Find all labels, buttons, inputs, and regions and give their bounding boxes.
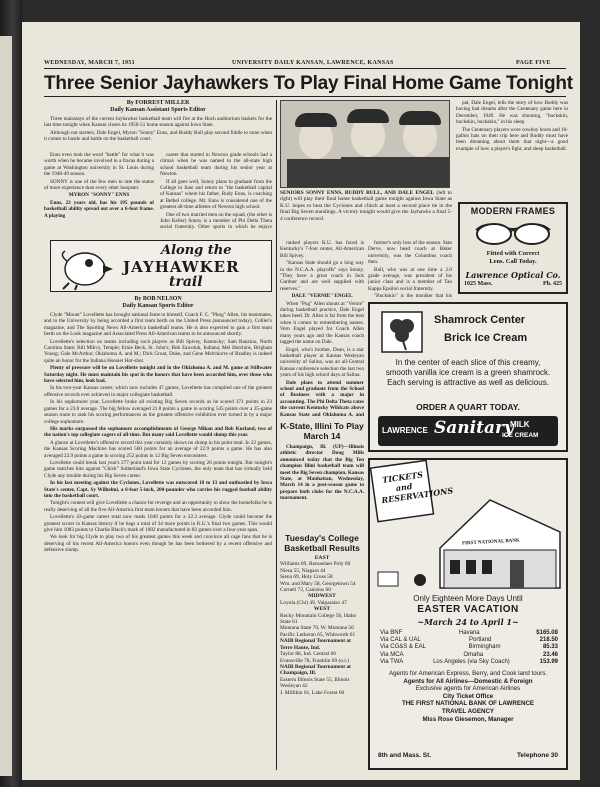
column-logo-line3: trail xyxy=(169,274,203,290)
story1-lead xyxy=(44,116,272,150)
score-row: Rocky Mountain College 56, Idaho State 61 xyxy=(280,612,357,626)
story2-paragraph: A glance at Lovellette's offensive record this year certainly shows no slump in his point total. In 22 games, the Kansas Scoring Machine has scored 560 points for an average of 22.9 points a game. He has also averaged 22.9 points a game in scoring 252 points in 12 Big Seven encounters. xyxy=(44,439,272,459)
fare-price: $165.08 xyxy=(536,630,558,636)
ad-frames-store: Lawrence Optical Co. xyxy=(465,270,561,280)
column-logo-line1: Along the xyxy=(161,243,232,258)
story1-author: By FORREST MILLER xyxy=(126,100,190,106)
story1-paragraph: Enns, 23 years old, has his 195 pounds of basketball ability spread out over a 6-foot frame. A playing xyxy=(44,199,154,219)
ad-travel-address: 8th and Mass. St. xyxy=(378,752,432,759)
scores-list xyxy=(280,555,364,696)
story2-paragraph: In his two-year Kansas career, which now includes 47 games, Lovellette has compiled one of the greatest offensive records ever achieved in major collegiate basketball. xyxy=(44,385,272,398)
fare-row xyxy=(380,630,558,637)
story2-paragraph: In his last meeting against the Cyclones, Lovellette was outscored 18 to 13 and outhustled by Iowa State's center, Capt. Sy Wilhelmi, a 6-foot 5-inch, 200-pounder who carries his rugged football ability into the basketball court. xyxy=(44,480,272,499)
brand-milk: MILK xyxy=(510,420,530,429)
story1-continued-right xyxy=(456,100,568,200)
fare-row xyxy=(380,644,558,651)
scores-section-header: WEST xyxy=(313,606,331,613)
story1-author-role: Daily Kansan Assistant Sports Editor xyxy=(110,107,206,113)
kstate-body xyxy=(280,444,364,524)
paper-name: UNIVERSITY DAILY KANSAN, LAWRENCE, KANSAS xyxy=(232,60,394,66)
main-headline: Three Senior Jayhawkers To Play Final Home Game Tonight xyxy=(44,73,573,94)
story2-paragraph: We look for big Clyde to play two of his greatest games this week and convince all cage fans that he is deserving of his recent All-America honors even though he has been bothered by a recent offensive and defensive slump. xyxy=(44,534,272,554)
story1-paragraph: SONNY is one of the few men to rate the status of more experience than every other hoopster. xyxy=(44,178,154,192)
ad-travel-agency-info xyxy=(376,670,560,723)
story1-continued-b xyxy=(368,240,452,298)
agency-line: Exclusive agents for American Airlines xyxy=(415,685,521,693)
ad-travel-phone: Telephone 30 xyxy=(516,752,558,759)
story2-author-role: Daily Kansan Sports Editor xyxy=(122,303,194,309)
sanitary-milk-logo xyxy=(378,416,558,446)
fare-row xyxy=(380,652,558,659)
ad-easter-travel xyxy=(368,458,568,770)
story2-paragraph: Lovellette's 43-game career total now reads 1049 points for a 22.3 average. Clyde could become the greatest scorer in Kansas history if he bags a total of 34 more points in K.U.'s final two games. This would give him 1083 points to Charlie Black's mark of 1082 manufactured in 82 games over a four-year span. xyxy=(44,514,272,533)
ad-shamrock-title2: Brick Ice Cream xyxy=(444,332,528,344)
score-row: Cornell 72, Canisius 60 xyxy=(280,587,331,594)
ad-modern-frames xyxy=(458,202,568,294)
ad-frames-title: MODERN FRAMES xyxy=(470,206,556,216)
score-row: Montana State 70, W. Montana 56 xyxy=(280,625,354,632)
fare-table xyxy=(380,630,558,666)
agency-line: Agents for American Express, Berry, and Cook land tours. xyxy=(388,670,548,677)
score-row: Wm. and Mary 58, Georgetown 54 xyxy=(280,580,356,587)
fare-via: Via CAL & UAL xyxy=(380,637,421,644)
score-row: Williams 69, Rensselaer Poly 60 xyxy=(280,561,351,568)
fare-city: Los Angeles (via Sky Coach) xyxy=(433,658,510,665)
fare-city: Omaha xyxy=(463,651,484,658)
player-hair xyxy=(295,113,337,127)
story1-paragraph: If all goes well, Sonny plans to graduate from the College in June and return to "the basketball capital of Kansas" where his father, Rudy Enns, is coaching at Bethel college. Mr. Enns is considered one of the greatest all-time athletes of Newton high school. xyxy=(160,178,272,211)
story1-paragraph: former's only loss of the season. Stan Derve, now head coach at Baker university, was the Columbus coach then. xyxy=(368,240,452,266)
ad-shamrock-ice-cream xyxy=(368,302,568,452)
player-jacket xyxy=(395,157,450,188)
page-number: PAGE FIVE xyxy=(516,60,551,66)
headline-rule xyxy=(44,96,566,97)
player-hair xyxy=(347,109,389,123)
story1-subhead: DALE "VERNIE" ENGEL xyxy=(291,293,353,300)
fare-row xyxy=(380,659,558,666)
story1-paragraph: One of two married men on the squad, (the other is John Keller) Sonny is a member of Phi Delta Theta social fraternity. Other sports in which he enjoys xyxy=(160,211,272,230)
newspaper-page xyxy=(22,22,580,780)
score-row: Evansville 78, Franklin 69 (o.t.) xyxy=(280,657,350,664)
ad-shamrock-title1: Shamrock Center xyxy=(434,314,526,326)
score-row: Loyola (Chi) 49, Valparaiso 47 xyxy=(280,599,347,606)
agency-line: Miss Rose Giesemon, Manager xyxy=(422,715,514,723)
score-row: Taylor 88, Ind. Central 66 xyxy=(280,651,336,658)
ad-frames-phone: Ph. 425 xyxy=(542,281,562,287)
story1-paragraph: Engel, who's brother, Dean, is a star basketball player at Kansas Wesleyan university of Salina, was an all-Central Kansas conference selection the last two years of his high school days at Salina. xyxy=(280,346,364,379)
kstate-paragraph: Champaign, Ill. (UP)—Illinois athletic director Doug Mills announced today that the Big Ten champion Illini basketball team will meet the Big Seven champion, Kansas State, at Manhattan, Wednesday, March 14 in a post-season game to prepare both clubs for the N.C.A.A. tournament. xyxy=(280,444,364,502)
story2-author: By BOB NELSON xyxy=(134,296,182,302)
fare-price: 23.46 xyxy=(542,651,558,658)
player-jacket xyxy=(287,159,343,188)
fare-via: Via CG&S & EAL xyxy=(380,644,426,651)
story1-paragraph: Although not starters, Dale Engel, Myron "Sonny" Enns, and Buddy Bull play second fiddle to none when it comes to hustle and battle on the basketball court. xyxy=(44,129,272,143)
fare-price: 218.50 xyxy=(539,637,558,644)
column-logo xyxy=(50,240,272,292)
brand-ice-cream: ICE CREAM xyxy=(502,432,539,439)
scores-box xyxy=(280,534,364,696)
fare-via: Via TWA xyxy=(380,658,404,665)
story2-paragraph: Tonight's contest will give Lovellette a chance for revenge and an opportunity to show the homefolks he is really deserving of all the five All-America first team honors that have been accorded him. xyxy=(44,500,272,513)
kstate-headline: K-State, Illini To Play March 14 xyxy=(280,421,364,441)
scores-section-header: EAST xyxy=(314,555,330,561)
kstate-story xyxy=(280,422,364,524)
story1-paragraph: "Kansas State should go a long way in the N.C.A.A. playoffs" says Sonny. "They have a great coach in Jack Gardner and are well supplied with reserves." xyxy=(280,260,364,292)
ad-travel-dates: ~March 24 to April 1~ xyxy=(417,617,519,627)
story2-paragraph: Lovellette's selection on teams including such players as Bill Spivey, Kentucky; Sam Ranzino, North Carolina State; Bill Mlkvy, Temple; Ernie Beck, St. John's; Bob Zawoluk, Indiana; Mel Hutchins, Brigham Young; Gale McArthur, Oklahoma A. and M.; Dick Groat, Duke, and Gene Melchiorre of Bradley is indeed quite an honor for the Indiana Hoosier Hot-shot. xyxy=(44,338,272,364)
header-rule xyxy=(44,68,566,69)
eyeglasses-icon xyxy=(468,218,558,248)
score-row: J. Millikin 61, Lake Forest 60 xyxy=(280,689,345,696)
ad-bank-sign: FIRST NATIONAL BANK xyxy=(461,538,520,547)
score-row: Pacific Lutheran 65, Whitworth 61 xyxy=(280,631,356,638)
player-hair xyxy=(399,111,441,125)
story1-col1 xyxy=(44,152,154,230)
players-photo xyxy=(280,100,450,188)
agency-line: Agents for All Airlines—Domestic & Foreign xyxy=(403,677,533,685)
story1-paragraph: The Centenary players wore cowboy boots and 10-gallon hats on their trip here and Buddy must have been dreaming about them that night—a good example of how a player's fight, and sleep basketball. xyxy=(456,126,568,152)
story1-paragraph: Dale plans to attend summer school and graduate from the School of Business with a major in accounting. The Phi Delta Theta rates the current Kentucky Wildcats above Kansas State and Oklahoma A. and xyxy=(280,379,364,418)
fare-city: Havana xyxy=(458,630,480,636)
story1-continued-a xyxy=(280,240,364,418)
ad-shamrock-cta: ORDER A QUART TODAY. xyxy=(416,402,520,412)
fare-city: Birmingham xyxy=(468,644,501,651)
story2-body xyxy=(44,312,272,767)
story1-col2 xyxy=(160,152,272,230)
story1-paragraph: career that started in Newton grade schools had a climax when he was named to the all-state high school basketball team during his senior year at Newton. xyxy=(160,152,272,178)
fare-price: 85.33 xyxy=(542,644,558,651)
score-row: NAIB Regional Tournament at Champaign, Ill. xyxy=(280,663,351,677)
scores-title: Tuesday's College Basketball Results xyxy=(284,533,360,553)
fare-via: Via BNF xyxy=(380,630,403,636)
story2-paragraph: His marks surpassed the sophomore accomplishments of George Mikan and Bob Kurland, two of the nation's top collegiate cagers of all-time. But many said Lovellette would slump this year. xyxy=(44,425,272,439)
fare-price: 153.99 xyxy=(539,658,558,665)
fare-row xyxy=(380,637,558,644)
brand-sanitary: Sanitary xyxy=(434,418,514,438)
ad-travel-headline2: EASTER VACATION xyxy=(417,604,519,615)
story1-paragraph: Three mainstays of the current Jayhawker basketball team will fire at the Hoch auditorium baskets for the last time tonight when Kansas closes its 1950-51 home season against Iowa State. xyxy=(44,116,272,129)
fare-city: Portland xyxy=(468,637,492,644)
score-row: NAIB Regional Tournament at Terre Haute, Ind. xyxy=(280,638,351,651)
story1-paragraph: ranked players K.U. has faced is Kentucky's 7-foot center, All-American Bill Spivey. xyxy=(280,240,364,259)
photo-caption-text: (left to right) will play their final home basketball game tonight against Iowa State as K.U. hopes to beat the Cyclones and clinch at least a second place tie in the final Big Seven standings. A victory tonight would give the Jayhawks a final 5-4 conference record. xyxy=(280,190,452,222)
story2-byline xyxy=(44,296,272,310)
ad-shamrock-body: In the center of each slice of this creamy, smooth vanilla ice cream is a green shamrock. Each serving is attractive as well as delicious. xyxy=(385,358,551,387)
ad-frames-line: Fitted with Correct xyxy=(486,250,540,257)
story1-paragraph: Bull, who was at one time a 2.0 grade average, was president of his junior class and is a member of Tau Kappa Epsilon social fraternity. xyxy=(368,266,452,292)
ad-travel-headline1: Only Eighteen More Days Until xyxy=(413,594,523,603)
agency-line: City Ticket Office xyxy=(442,692,494,700)
fare-via: Via MCA xyxy=(380,651,404,658)
column-logo-line2: JAYHAWKER xyxy=(123,258,240,276)
story2-paragraph: Clyde "Mount" Lovellette has brought national fame to himself, Coach F. C. "Phog" Allen, his teammates, and to the University by being accorded a first team berth on the United Press (announced today), Collier's magazine, and The Sporting News All-America basketball teams. He is also expected to gain a first team berth on the Look magazine and Associated Press All-American teams to be announced shortly. xyxy=(44,312,272,338)
story2-paragraph: In his sophomore year, Lovellette broke all existing Big Seven records as he scored 371 points in 23 games for a 23.0 average. The big fellow averaged 21.8 points a game in scoring 545 points over a 25-game season route to rank his scoring performances as the greatest offensive exhibition ever turned in by a major college sophomore. xyxy=(44,399,272,425)
score-row: Siena 69, Holy Cross 58 xyxy=(280,574,333,581)
issue-date: WEDNESDAY, MARCH 7, 1951 xyxy=(44,60,135,66)
agency-line: TRAVEL AGENCY xyxy=(441,707,495,715)
agency-line: THE FIRST NATIONAL BANK OF LAWRENCE xyxy=(401,700,535,708)
column-divider xyxy=(276,100,277,770)
ad-tickets-label: TICKETS and RESERVATIONS xyxy=(380,469,454,506)
ad-frames-line: Lens. Call Today. xyxy=(489,258,537,265)
story1-paragraph: When "Pug" Allen shouts at "Vernie" during basketball practice, Dale Engel takes heed. Dr. Allen is far from the best when it comes to remembering names. Vern Engel played for Coach Allen many years ago and the Kansas coach tagged the name on Dale. xyxy=(280,300,364,346)
story1-subhead: MYRON "SONNY" ENNS xyxy=(68,192,130,199)
story1-byline xyxy=(44,100,272,114)
photo-caption xyxy=(280,190,452,238)
player-jacket xyxy=(341,157,395,188)
story1-paragraph: Enns even took the word "battle" for what it was worth when he became involved in a fracas during a game at Washington university in St. Louis during the 1948-49 season. xyxy=(44,152,154,178)
ad-frames-copy xyxy=(460,250,566,266)
story1-paragraph: pal, Dale Engel, tells the story of how Buddy was having bad dreams after the Centenary game here in December, 1949. He was shouting, "buckskin, buckskin, buckskin," in his sleep. xyxy=(456,100,568,126)
jayhawk-icon xyxy=(55,243,115,291)
story2-paragraph: Plenty of pressure will be on Lovellette tonight and in the Oklahoma A. and M. game at Stillwater Saturday night. He must maintain his spot in the honors that have been accorded him, over those who have selected him, look bad. xyxy=(44,365,272,385)
brand-lawrence: LAWRENCE xyxy=(382,426,428,435)
story2-paragraph: Lovellette could break last year's 277-point total for 12 games by scoring 26 points tonight. But tonight's game matches him against "Chick" Sutherland's Iowa State Cyclones, the only team that has virtually held Clyde any trouble during his Big Seven career. xyxy=(44,459,272,479)
story1-paragraph: "Buckskin" is the moniker that his xyxy=(374,293,452,298)
score-row: Eastern Illinois State 55, Illinois Wesleyan 42 xyxy=(280,676,350,690)
ad-frames-address: 1025 Mass. xyxy=(464,281,493,287)
shamrock-brick-icon xyxy=(380,310,424,354)
score-row: Niesa 55, Niagara 44 xyxy=(280,567,326,574)
facing-page-edge xyxy=(0,36,12,776)
photo-caption-title: SENIORS SONNY ENNS, BUDDY BULL, AND DALE ENGEL xyxy=(280,190,435,196)
scores-section-header: MIDWEST xyxy=(308,593,336,600)
